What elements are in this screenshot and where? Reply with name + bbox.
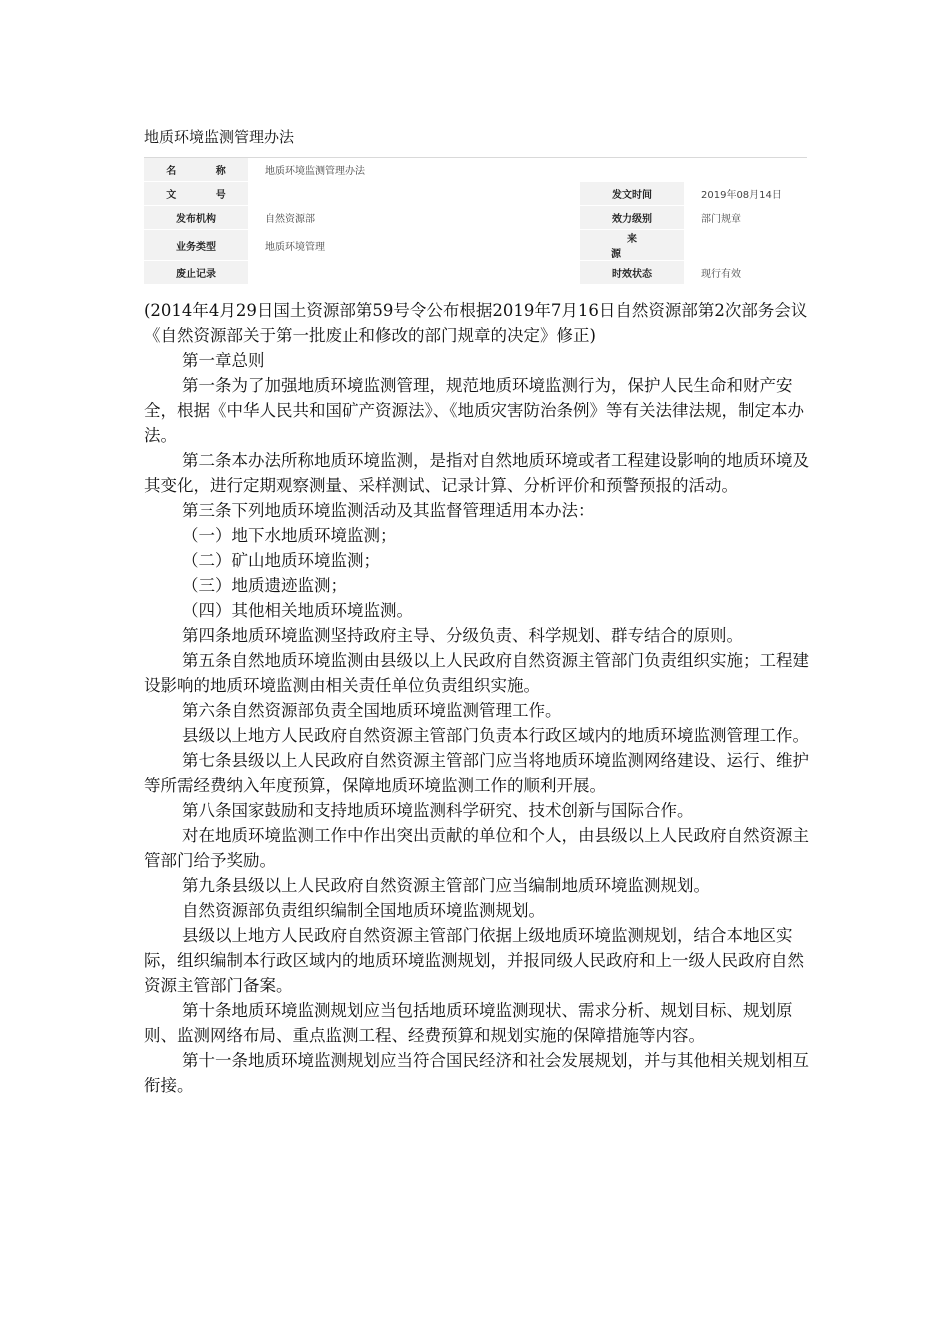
article-paragraph: 第六条自然资源部负责全国地质环境监测管理工作。: [182, 701, 562, 720]
value-name: 地质环境监测管理办法: [248, 158, 807, 182]
article-paragraph: 自然资源部负责组织编制全国地质环境监测规划。: [182, 901, 545, 920]
info-row-business-type: [144, 230, 807, 261]
document-info-table: [144, 157, 807, 285]
article-paragraph: 县级以上地方人民政府自然资源主管部门依据上级地质环境监测规划，结合本地区实际，组织编制本行政区域内的地质环境监测规划，并报同级人民政府和上一级人民政府自然资源主管部门备案。: [144, 926, 804, 995]
article-paragraph: 第八条国家鼓励和支持地质环境监测科学研究、技术创新与国际合作。: [182, 801, 694, 820]
value-issue-date: 2019年08月14日: [684, 182, 807, 206]
label-name: 名 称: [144, 158, 248, 182]
list-item: （四）其他相关地质环境监测。: [182, 601, 413, 620]
article-paragraph: 第五条自然地质环境监测由县级以上人民政府自然资源主管部门负责组织实施；工程建设影响的地质环境监测由相关责任单位负责组织实施。: [144, 651, 809, 695]
value-doc-number: [248, 182, 580, 206]
label-issue-date: 发文时间: [580, 182, 684, 206]
label-effect-level: 效力级别: [580, 206, 684, 230]
info-row-issuer: [144, 206, 807, 230]
article-paragraph: 对在地质环境监测工作中作出突出贡献的单位和个人，由县级以上人民政府自然资源主管部门给予奖励。: [144, 826, 809, 870]
value-validity-status: 现行有效: [684, 261, 807, 285]
article-paragraph: 第二条本办法所称地质环境监测，是指对自然地质环境或者工程建设影响的地质环境及其变化，进行定期观察测量、采样测试、记录计算、分析评价和预警预报的活动。: [144, 451, 809, 495]
value-business-type: 地质环境管理: [248, 230, 580, 261]
value-effect-level: 部门规章: [684, 206, 807, 230]
label-business-type: 业务类型: [144, 230, 248, 261]
article-paragraph: 第一条为了加强地质环境监测管理，规范地质环境监测行为，保护人民生命和财产安全，根据《中华人民共和国矿产资源法》、《地质灾害防治条例》等有关法律法规，制定本办法。: [144, 376, 804, 445]
list-item: （一）地下水地质环境监测；: [182, 526, 397, 545]
info-row-abolition: [144, 261, 807, 285]
document-body: [144, 298, 814, 1098]
label-doc-number: 文 号: [144, 182, 248, 206]
article-paragraph: 县级以上地方人民政府自然资源主管部门负责本行政区域内的地质环境监测管理工作。: [182, 726, 809, 745]
label-abolition-record: 废止记录: [144, 261, 248, 285]
article-paragraph: 第七条县级以上人民政府自然资源主管部门应当将地质环境监测网络建设、运行、维护等所需经费纳入年度预算，保障地质环境监测工作的顺利开展。: [144, 751, 809, 795]
preamble: (2014年4月29日国土资源部第59号令公布根据2019年7月16日自然资源部第2次部务会议《自然资源部关于第一批废止和修改的部门规章的决定》修正): [144, 301, 808, 345]
article-paragraph: 第三条下列地质环境监测活动及其监督管理适用本办法：: [182, 501, 595, 520]
list-item: （三）地质遗迹监测；: [182, 576, 347, 595]
list-item: （二）矿山地质环境监测；: [182, 551, 380, 570]
value-source: [684, 230, 807, 261]
chapter-heading: 第一章总则: [182, 351, 265, 370]
article-paragraph: 第十条地质环境监测规划应当包括地质环境监测现状、需求分析、规划目标、规划原则、监测网络布局、重点监测工程、经费预算和规划实施的保障措施等内容。: [144, 1001, 793, 1045]
value-issuer: 自然资源部: [248, 206, 580, 230]
value-abolition-record: [248, 261, 580, 285]
article-paragraph: 第十一条地质环境监测规划应当符合国民经济和社会发展规划，并与其他相关规划相互衔接。: [144, 1051, 809, 1095]
label-source: 来 源: [580, 230, 684, 261]
page-title: 地质环境监测管理办法: [144, 128, 295, 146]
article-paragraph: 第四条地质环境监测坚持政府主导、分级负责、科学规划、群专结合的原则。: [182, 626, 743, 645]
article-paragraph: 第九条县级以上人民政府自然资源主管部门应当编制地质环境监测规划。: [182, 876, 710, 895]
info-row-name: [144, 158, 807, 182]
label-issuer: 发布机构: [144, 206, 248, 230]
label-validity-status: 时效状态: [580, 261, 684, 285]
info-row-doc-number: [144, 182, 807, 206]
